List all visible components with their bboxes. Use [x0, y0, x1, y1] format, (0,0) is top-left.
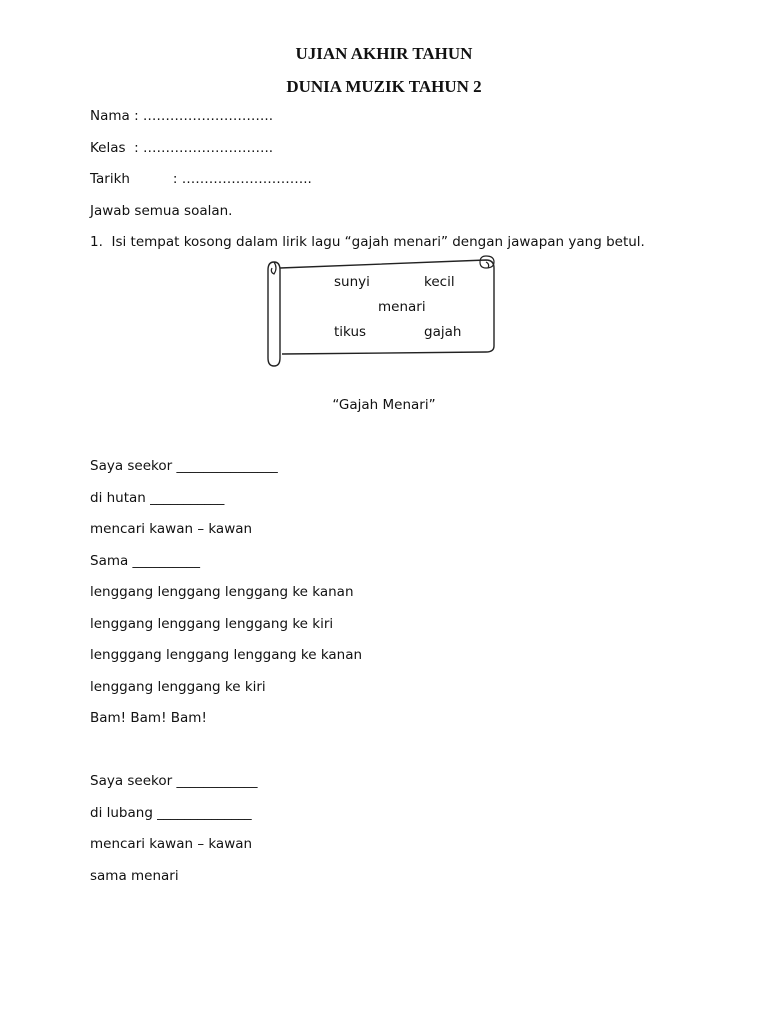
word-bank-item: kecil [424, 274, 455, 290]
lyric-line: lenggang lenggang ke kiri [90, 679, 266, 695]
lyric-line: sama menari [90, 868, 179, 884]
word-bank-item: gajah [424, 324, 462, 340]
lyric-line: mencari kawan – kawan [90, 521, 253, 537]
lyric-line: di lubang ______________ [90, 805, 252, 821]
word-bank-item: menari [378, 299, 426, 315]
lyric-line: Bam! Bam! Bam! [90, 710, 207, 726]
lyric-line: Saya seekor ____________ [90, 773, 258, 789]
lyric-line: Sama __________ [90, 553, 201, 569]
exam-title: UJIAN AKHIR TAHUN [295, 44, 473, 63]
exam-subtitle: DUNIA MUZIK TAHUN 2 [286, 77, 482, 96]
kelas-field: Kelas : ……………………….. [90, 140, 274, 156]
word-bank-scroll [264, 254, 498, 370]
lyric-line: mencari kawan – kawan [90, 836, 253, 852]
lyric-line: lengggang lenggang lenggang ke kanan [90, 647, 363, 663]
nama-field: Nama : ……………………….. [90, 108, 274, 124]
lyric-line: Saya seekor _______________ [90, 458, 278, 474]
lyric-line: lenggang lenggang lenggang ke kiri [90, 616, 334, 632]
question-1: 1. Isi tempat kosong dalam lirik lagu “gajah menari” dengan jawapan yang betul. [90, 234, 645, 250]
instruction: Jawab semua soalan. [90, 203, 233, 219]
lyric-line: di hutan ___________ [90, 490, 225, 506]
lyric-line: lenggang lenggang lenggang ke kanan [90, 584, 354, 600]
song-title: “Gajah Menari” [332, 397, 436, 413]
word-bank-item: sunyi [334, 274, 370, 290]
tarikh-field: Tarikh : ……………………….. [90, 171, 312, 187]
word-bank-item: tikus [334, 324, 367, 340]
